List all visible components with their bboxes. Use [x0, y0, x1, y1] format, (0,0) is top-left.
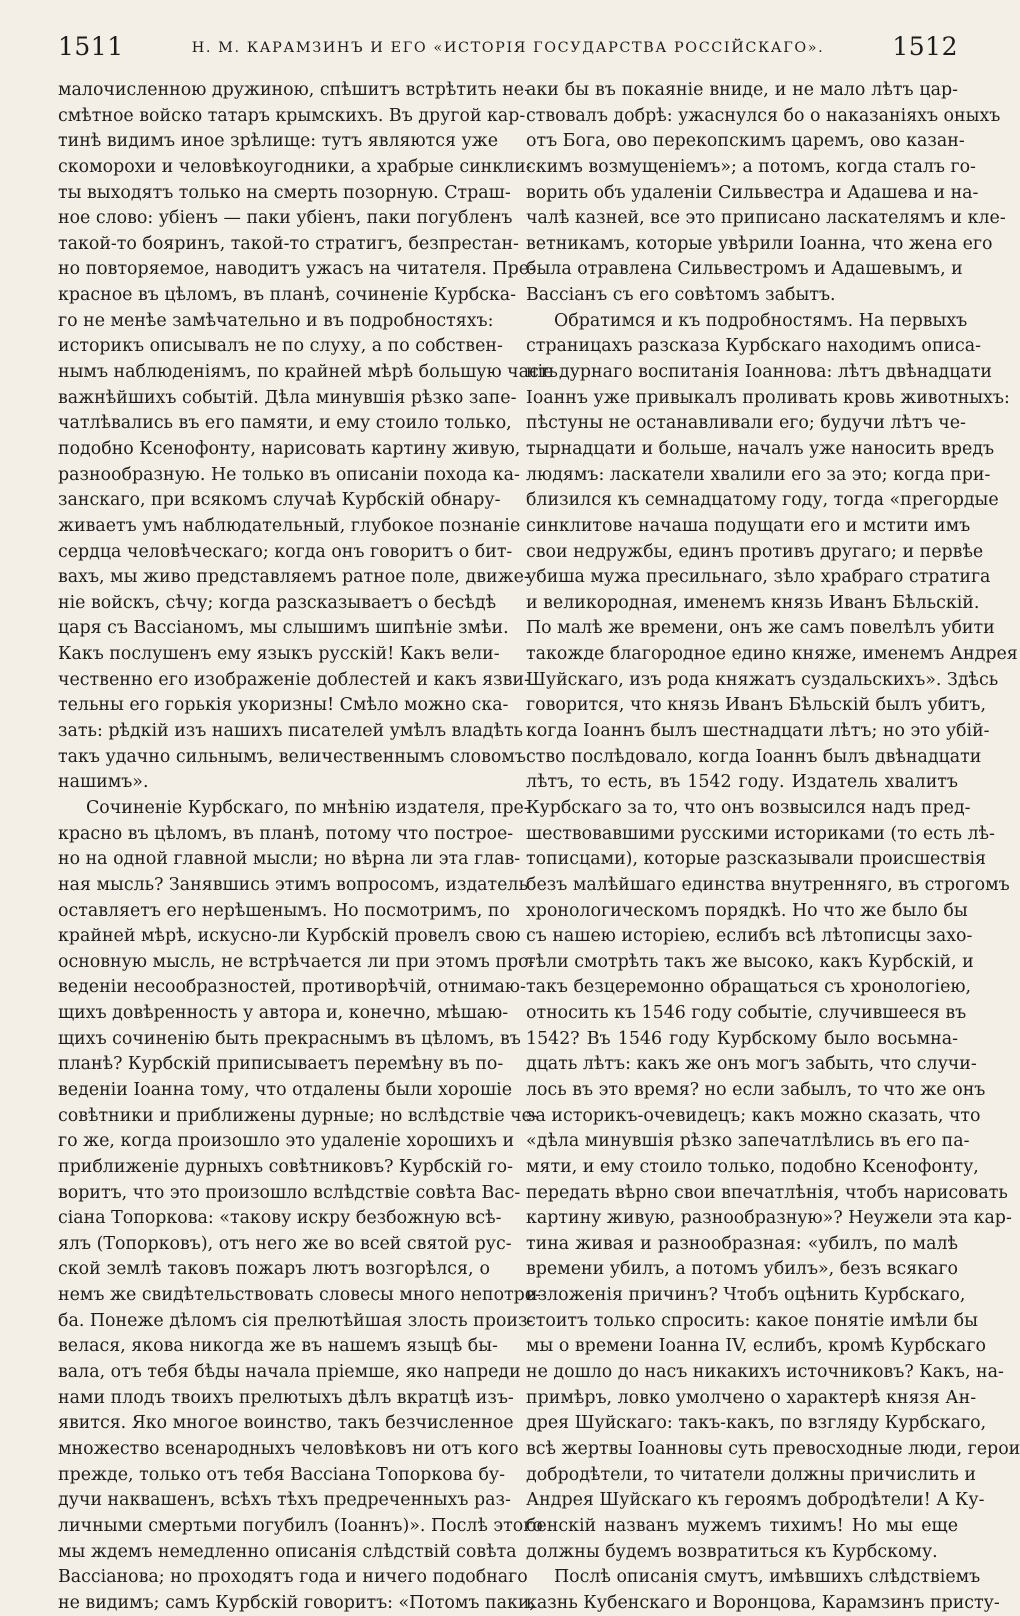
page-number-right: 1512	[892, 32, 958, 61]
text-column-left	[58, 78, 558, 1616]
text-line: отъ Бога, ово перекопскимъ царемъ, ово казан-	[526, 131, 965, 152]
text-line: безъ малѣйшаго единства внутренняго, въ строгомъ	[526, 874, 1010, 895]
text-line: личными смертьми погубилъ (Іоаннъ)». Послѣ этого	[58, 1515, 543, 1536]
text-line: красное въ цѣломъ, въ планѣ, сочиненіе Курбска-	[58, 285, 517, 306]
running-title: Н. М. КАРАМЗИНЪ И ЕГО «ИСТОРІЯ ГОСУДАРСТВА РОССІЙСКАГО».	[191, 40, 825, 56]
text-line: занскаго, при всякомъ случаѣ Курбскій обнару-	[58, 490, 501, 511]
text-line: такожде благородное едино княже, именемъ Андрея	[526, 644, 1018, 665]
text-line: Вассіанова; но проходятъ года и ничего подобнаго	[58, 1567, 528, 1588]
paragraph	[526, 309, 1020, 1565]
text-line: мы о времени Іоанна IV, еслибъ, кромѣ Курбскаго	[526, 1336, 986, 1357]
text-line: «дѣла минувшія рѣзко запечатлѣлись въ его па-	[526, 1131, 970, 1152]
text-line: изложенія причинъ? Чтобъ оцѣнить Курбскаго,	[526, 1285, 966, 1306]
text-line: По малѣ же времени, онъ же самъ повелѣлъ убити	[526, 618, 995, 639]
paragraph	[58, 78, 558, 796]
text-line: сердца человѣческаго; когда онъ говоритъ о бит-	[58, 541, 513, 562]
text-line: была отравлена Сильвестромъ и Адашевымъ, и	[526, 259, 963, 280]
text-line: царя съ Вассіаномъ, мы слышимъ шипѣніе змѣи.	[58, 618, 509, 639]
text-line: ской землѣ таковъ пожаръ лютъ возгорѣлся, о	[58, 1259, 490, 1280]
text-line: лось въ это время? но если забылъ, то что же онъ	[526, 1079, 986, 1100]
text-line: когда Іоаннъ былъ шестнадцати лѣтъ; но это убій-	[526, 721, 990, 742]
text-line: планѣ? Курбскій приписываетъ перемѣну въ по-	[58, 1054, 504, 1075]
text-line: веденіи несообразностей, противорѣчій, отнимаю-	[58, 977, 526, 998]
text-line: немъ же свидѣтельствовать словесы много непотре-	[58, 1285, 541, 1306]
paragraph	[526, 78, 1006, 309]
text-line: близился къ семнадцатому году, тогда «прегордые	[526, 490, 999, 511]
text-line: 1542? Въ 1546 году Курбскому было восьмна-	[526, 1028, 958, 1049]
text-line: вахъ, мы живо представляемъ ратное поле, движе-	[58, 567, 530, 588]
paragraph	[58, 796, 543, 1616]
text-line: нымъ наблюденіямъ, по крайней мѣрѣ большую часть	[58, 362, 558, 383]
text-line: живаетъ умъ наблюдательный, глубокое познаніе	[58, 515, 521, 536]
text-line: крайней мѣрѣ, искусно-ли Курбскій провелъ свою	[58, 926, 521, 947]
text-line: должны будемъ возвратиться къ Курбскому.	[526, 1541, 938, 1562]
text-line: аки бы въ покаяніе вниде, и не мало лѣтъ цар-	[526, 80, 958, 100]
text-line: говорится, что князь Иванъ Бѣльскій былъ убитъ,	[526, 695, 987, 716]
text-line: прежде, только отъ тебя Вассіана Топоркова бу-	[58, 1464, 506, 1485]
text-line: оставляетъ его нерѣшенымъ. Но посмотримъ, по	[58, 900, 510, 921]
text-line: стоитъ только спросить: какое понятіе имѣли бы	[526, 1310, 978, 1331]
text-line: нашимъ».	[58, 772, 149, 793]
text-line: нами плодъ твоихъ прелютыхъ дѣлъ вкратцѣ изъ-	[58, 1387, 514, 1408]
text-line: ное слово: убіенъ — паки убіенъ, паки погубленъ	[58, 208, 513, 229]
text-line: дцать лѣтъ: какъ же онъ могъ забыть, что случи-	[526, 1054, 977, 1075]
text-line: го не менѣе замѣчательно и въ подробностяхъ:	[58, 310, 494, 331]
text-line: тельны его горькія укоризны! Смѣло можно ска-	[58, 695, 509, 716]
text-line: Шуйскаго, изъ рода княжатъ суздальскихъ». Здѣсь	[526, 669, 999, 690]
text-line: передать вѣрно свои впечатлѣнія, чтобъ нарисовать	[526, 1182, 1008, 1203]
text-line: чественно его изображеніе доблестей и какъ язви-	[58, 669, 530, 690]
text-line: веденіи Іоанна тому, что отдалены были хорошіе	[58, 1079, 513, 1100]
text-line: чатлѣвались въ его памяти, и ему стоило только,	[58, 413, 512, 434]
text-line: мяти, и ему стоило только, подобно Ксенофонту,	[526, 1156, 979, 1177]
text-line: зать: рѣдкій изъ нашихъ писателей умѣлъ владѣть	[58, 721, 524, 742]
text-line: казнь Кубенскаго и Воронцова, Карамзинъ присту-	[526, 1592, 1000, 1613]
text-line: разнообразную. Не только въ описаніи похода ка-	[58, 464, 520, 485]
text-line: сіана Топоркова: «такову искру безбожную всѣ-	[58, 1208, 502, 1229]
text-line: страницахъ разсказа Курбскаго находимъ описа-	[526, 336, 982, 357]
text-line: Какъ послушенъ ему языкъ русскій! Какъ вели-	[58, 644, 500, 665]
text-line: ная мысль? Занявшись этимъ вопросомъ, издатель	[58, 874, 528, 895]
text-line: скимъ возмущеніемъ»; а потомъ, когда сталъ го-	[526, 156, 976, 177]
text-line: примѣръ, ловко умолчено о характерѣ князя Ан-	[526, 1387, 977, 1408]
text-line: Сочиненіе Курбскаго, по мнѣнію издателя, пре-	[86, 797, 530, 818]
text-line: приближеніе дурныхъ совѣтниковъ? Курбскій го-	[58, 1156, 513, 1177]
text-line: тинѣ видимъ иное зрѣлище: тутъ являются уже	[58, 131, 499, 152]
text-line: дучи наквашенъ, всѣхъ тѣхъ предреченныхъ раз-	[58, 1490, 511, 1511]
text-line: тина живая и разнообразная: «убилъ, по малѣ	[526, 1233, 958, 1254]
text-line: важнѣйшихъ событій. Дѣла минувшія рѣзко запе-	[58, 387, 517, 408]
paragraph	[526, 1565, 1000, 1616]
text-line: щихъ сочиненію быть прекраснымъ въ цѣломъ, въ	[58, 1028, 521, 1049]
text-line: картину живую, разнообразную»? Неужели эта кар-	[526, 1208, 1012, 1229]
text-line: дрея Шуйскаго: такъ-какъ, по взгляду Курбскаго,	[526, 1413, 987, 1434]
text-line: хронологическомъ порядкѣ. Но что же было бы	[526, 900, 968, 921]
text-column-right	[526, 78, 1020, 1616]
text-line: относить къ 1546 году событіе, случившееся въ	[526, 1003, 967, 1024]
text-line: ялъ (Топорковъ), отъ него же во всей святой рус-	[58, 1233, 512, 1254]
text-line: смѣтное войско татаръ крымскихъ. Въ другой кар-	[58, 105, 526, 126]
text-line: ство послѣдовало, когда Іоаннъ былъ двѣнадцати	[526, 746, 982, 767]
text-line: ты выходятъ только на смерть позорную. Страш-	[58, 182, 511, 203]
text-line: тѣли смотрѣть такъ же высоко, какъ Курбскій, и	[526, 951, 974, 972]
page-header	[58, 32, 958, 66]
text-line: щихъ довѣренность у автора и, конечно, мѣшаю-	[58, 1003, 509, 1024]
text-line: Курбскаго за то, что онъ возвысился надъ пред-	[526, 797, 971, 818]
text-line: воритъ, что это произошло вслѣдствіе совѣта Вас-	[58, 1182, 521, 1203]
text-line: ніе войскъ, сѣчу; когда разсказываетъ о бесѣдѣ	[58, 592, 497, 613]
text-line: такъ безцеремонно обращаться съ хронологіею,	[526, 977, 972, 998]
text-line: ствовалъ добрѣ: ужаснулся бо о наказаніяхъ оныхъ	[526, 105, 1001, 126]
text-line: явится. Яко многое воинство, такъ безчисленное	[58, 1413, 514, 1434]
text-line: множество всенародныхъ человѣковъ ни отъ кого	[58, 1438, 519, 1459]
text-line: людямъ: ласкатели хвалили его за это; когда при-	[526, 464, 991, 485]
text-line: чалѣ казней, все это приписано ласкателямъ и кле-	[526, 208, 1006, 229]
text-line: совѣтники и приближены дурные; но вслѣдствіе че-	[58, 1105, 538, 1126]
text-line: вала, отъ тебя бѣды начала пріемше, яко напреди	[58, 1362, 521, 1383]
text-line: синклитове начаша подущати его и мстити имъ	[526, 515, 971, 536]
page-number-left: 1511	[58, 32, 124, 61]
text-line: скоморохи и человѣкоугодники, а храбрые синкли-	[58, 156, 532, 177]
text-line: историкъ описывалъ не по слуху, а по собствен-	[58, 336, 503, 357]
text-line: Обратимся и къ подробностямъ. На первыхъ	[554, 310, 968, 331]
text-line: основную мысль, не встрѣчается ли при этомъ про-	[58, 951, 535, 972]
text-line: ворить объ удаленіи Сильвестра и Адашева и на-	[526, 182, 979, 203]
text-line: ба. Понеже дѣломъ сія прелютѣйшая злость произ-	[58, 1310, 534, 1331]
text-line: но на одной главной мысли; но вѣрна ли эта глав-	[58, 849, 521, 870]
text-line: такой-то бояринъ, такой-то стратигъ, безпрестан-	[58, 233, 519, 254]
text-line: шествовавшими русскими историками (то есть лѣ-	[526, 823, 995, 844]
text-line: ніе дурнаго воспитанія Іоаннова: лѣтъ двѣнадцати	[526, 362, 993, 383]
text-line: и великородная, именемъ князь Иванъ Бѣльскій.	[526, 592, 980, 613]
text-line: мы ждемъ немедленно описанія слѣдствій совѣта	[58, 1541, 517, 1562]
text-line: за историкъ-очевидецъ; какъ можно сказать, что	[526, 1105, 981, 1126]
text-line: бенскій названъ мужемъ тихимъ! Но мы еще	[526, 1515, 958, 1536]
text-line: ветникамъ, которые увѣрили Іоанна, что жена его	[526, 233, 993, 254]
text-line: тописцами), которые разсказывали происшествія	[526, 849, 987, 870]
text-line: съ нашею исторіею, еслибъ всѣ лѣтописцы захо-	[526, 926, 973, 947]
text-line: малочисленною дружиною, спѣшитъ встрѣтить не-	[58, 80, 530, 100]
text-line: Андрея Шуйскаго къ героямъ добродѣтели! А Ку-	[526, 1490, 985, 1511]
text-line: лѣтъ, то есть, въ 1542 году. Издатель хвалитъ	[526, 772, 958, 793]
text-line: такъ удачно сильнымъ, величественнымъ словомъ	[58, 746, 526, 767]
text-line: го же, когда произошло это удаленіе хорошихъ и	[58, 1131, 515, 1152]
text-line: пѣстуны не останавливали его; будучи лѣтъ че-	[526, 413, 966, 434]
text-line: но повторяемое, наводитъ ужасъ на читателя. Пре-	[58, 259, 535, 280]
text-line: добродѣтели, то читатели должны причислить и	[526, 1464, 976, 1485]
text-line: всѣ жертвы Іоанновы суть превосходные люди, герои	[526, 1438, 1020, 1459]
text-line: времени убилъ, а потомъ убилъ», безъ всякаго	[526, 1259, 958, 1280]
text-line: Вассіанъ съ его совѣтомъ забытъ.	[526, 285, 836, 306]
text-line: Послѣ описанія смутъ, имѣвшихъ слѣдствіемъ	[554, 1567, 981, 1588]
text-line: свои недружбы, единъ противъ другаго; и первѣе	[526, 541, 984, 562]
text-line: не дошло до насъ никакихъ источниковъ? Какъ, на-	[526, 1362, 1004, 1383]
text-line: Іоаннъ уже привыкалъ проливать кровь животныхъ:	[526, 387, 1010, 408]
text-line: велася, якова никогда же въ нашемъ языцѣ бы-	[58, 1336, 498, 1357]
text-line: красно въ цѣломъ, въ планѣ, потому что построе-	[58, 823, 514, 844]
text-line: подобно Ксенофонту, нарисовать картину живую,	[58, 438, 521, 459]
text-line: убиша мужа пресильнаго, зѣло храбраго стратига	[526, 567, 991, 588]
text-line: тырнадцати и больше, началъ уже наносить вредъ	[526, 438, 995, 459]
text-line: не видимъ; самъ Курбскій говоритъ: «Потомъ паки,	[58, 1592, 535, 1613]
